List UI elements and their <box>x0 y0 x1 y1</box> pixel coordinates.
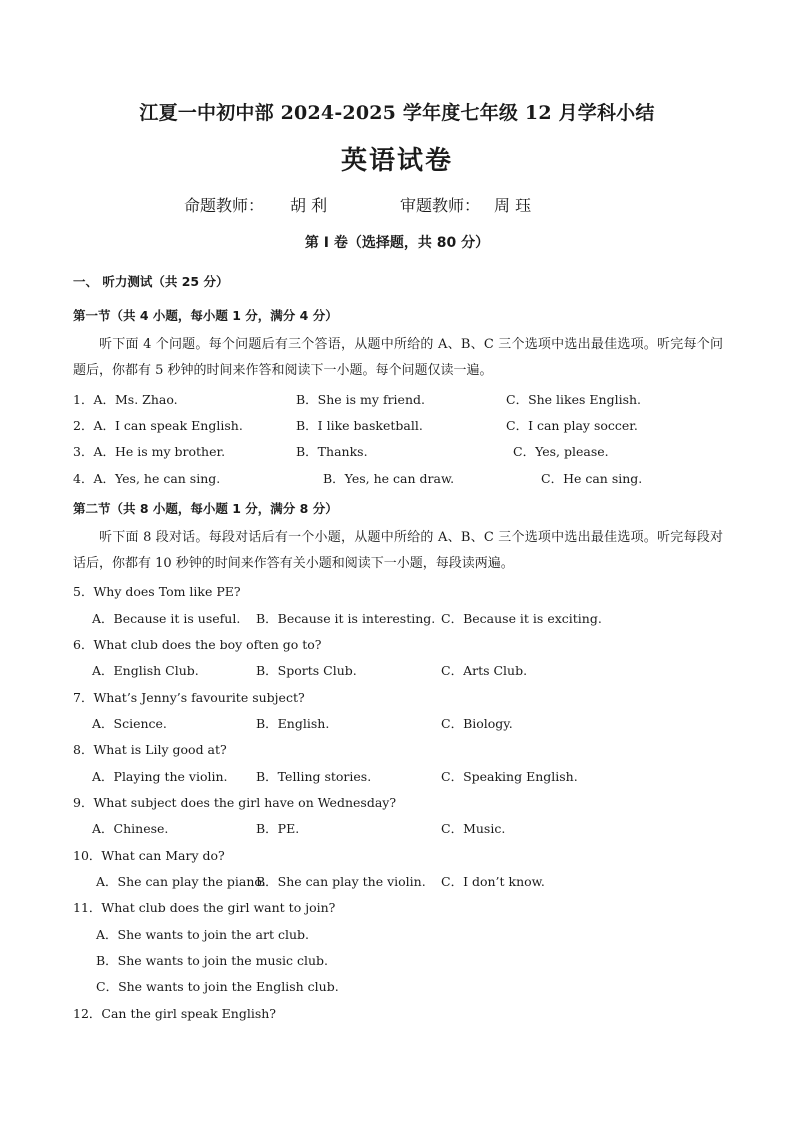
section1-heading: 第一节（共 4 小题，每小题 1 分，满分 4 分） <box>73 308 338 323</box>
q6-option-a: A．English Club. <box>92 663 199 678</box>
reviewer-name: 周 珏 <box>494 196 532 215</box>
section2-instructions: 听下面 8 段对话。每段对话后有一个小题，从题中所给的 A、B、C 三个选项中选出最佳选项。听完每段对话后，你都有 10 秒钟的时间来作答有关小题和阅读下一小题，每段读两遍。 <box>73 530 723 571</box>
q8-option-b: B．Telling stories. <box>256 769 372 784</box>
q2-option-b: B．I like basketball. <box>296 418 423 433</box>
q10-stem: 10．What can Mary do? <box>73 848 225 863</box>
q3-option-c: C．Yes, please. <box>513 444 609 459</box>
q7-option-c: C．Biology. <box>441 716 513 731</box>
author-label: 命题教师： <box>184 196 265 215</box>
q6-option-b: B．Sports Club. <box>256 663 357 678</box>
q11-option-b: B．She wants to join the music club. <box>96 953 328 968</box>
author-name: 胡 利 <box>290 196 328 215</box>
q2-option-a: 2．A．I can speak English. <box>73 418 243 433</box>
q2-option-c: C．I can play soccer. <box>506 418 638 433</box>
q11-stem: 11．What club does the girl want to join? <box>73 900 336 915</box>
q3-option-b: B．Thanks. <box>296 444 368 459</box>
q5-option-c: C．Because it is exciting. <box>441 611 602 626</box>
q10-option-a: A．She can play the piano. <box>96 874 266 889</box>
q10-option-b: B．She can play the violin. <box>256 874 426 889</box>
q8-option-a: A．Playing the violin. <box>92 769 228 784</box>
section2-heading: 第二节（共 8 小题，每小题 1 分，满分 8 分） <box>73 501 338 516</box>
q1-option-b: B．She is my friend. <box>296 392 425 407</box>
q8-stem: 8．What is Lily good at? <box>73 742 227 757</box>
q7-stem: 7．What’s Jenny’s favourite subject? <box>73 690 305 705</box>
q5-option-a: A．Because it is useful. <box>92 611 241 626</box>
part-heading-listening: 一、 听力测试（共 25 分） <box>73 274 229 289</box>
q1-option-a: 1．A．Ms. Zhao. <box>73 392 178 407</box>
exam-title: 江夏一中初中部 2024-2025 学年度七年级 12 月学科小结 <box>139 102 655 124</box>
q9-option-b: B．PE. <box>256 821 300 836</box>
q4-option-b: B．Yes, he can draw. <box>323 471 455 486</box>
q10-option-c: C．I don’t know. <box>441 874 545 889</box>
volume-heading: 第 I 卷（选择题，共 80 分） <box>304 235 490 251</box>
q9-option-c: C．Music. <box>441 821 506 836</box>
q4-option-c: C．He can sing. <box>541 471 643 486</box>
q11-option-a: A．She wants to join the art club. <box>96 927 309 942</box>
reviewer-label: 审题教师： <box>400 196 481 215</box>
q3-option-a: 3．A．He is my brother. <box>73 444 226 459</box>
q6-stem: 6．What club does the boy often go to? <box>73 637 322 652</box>
q12-stem: 12．Can the girl speak English? <box>73 1006 276 1021</box>
q1-option-c: C．She likes English. <box>506 392 642 407</box>
q9-option-a: A．Chinese. <box>92 821 169 836</box>
q6-option-c: C．Arts Club. <box>441 663 528 678</box>
q8-option-c: C．Speaking English. <box>441 769 578 784</box>
q11-option-c: C．She wants to join the English club. <box>96 979 339 994</box>
q7-option-b: B．English. <box>256 716 330 731</box>
q4-option-a: 4．A．Yes, he can sing. <box>73 471 221 486</box>
q7-option-a: A．Science. <box>92 716 167 731</box>
section1-instructions: 听下面 4 个问题。每个问题后有三个答语，从题中所给的 A、B、C 三个选项中选出最佳选项。听完每个问题后，你都有 5 秒钟的时间来作答和阅读下一小题。每个问题仅读一遍。 <box>73 337 723 378</box>
q9-stem: 9．What subject does the girl have on Wednesday? <box>73 795 397 810</box>
exam-subject-title: 英语试卷 <box>340 146 453 176</box>
q5-option-b: B．Because it is interesting. <box>256 611 436 626</box>
q5-stem: 5．Why does Tom like PE? <box>73 584 241 599</box>
